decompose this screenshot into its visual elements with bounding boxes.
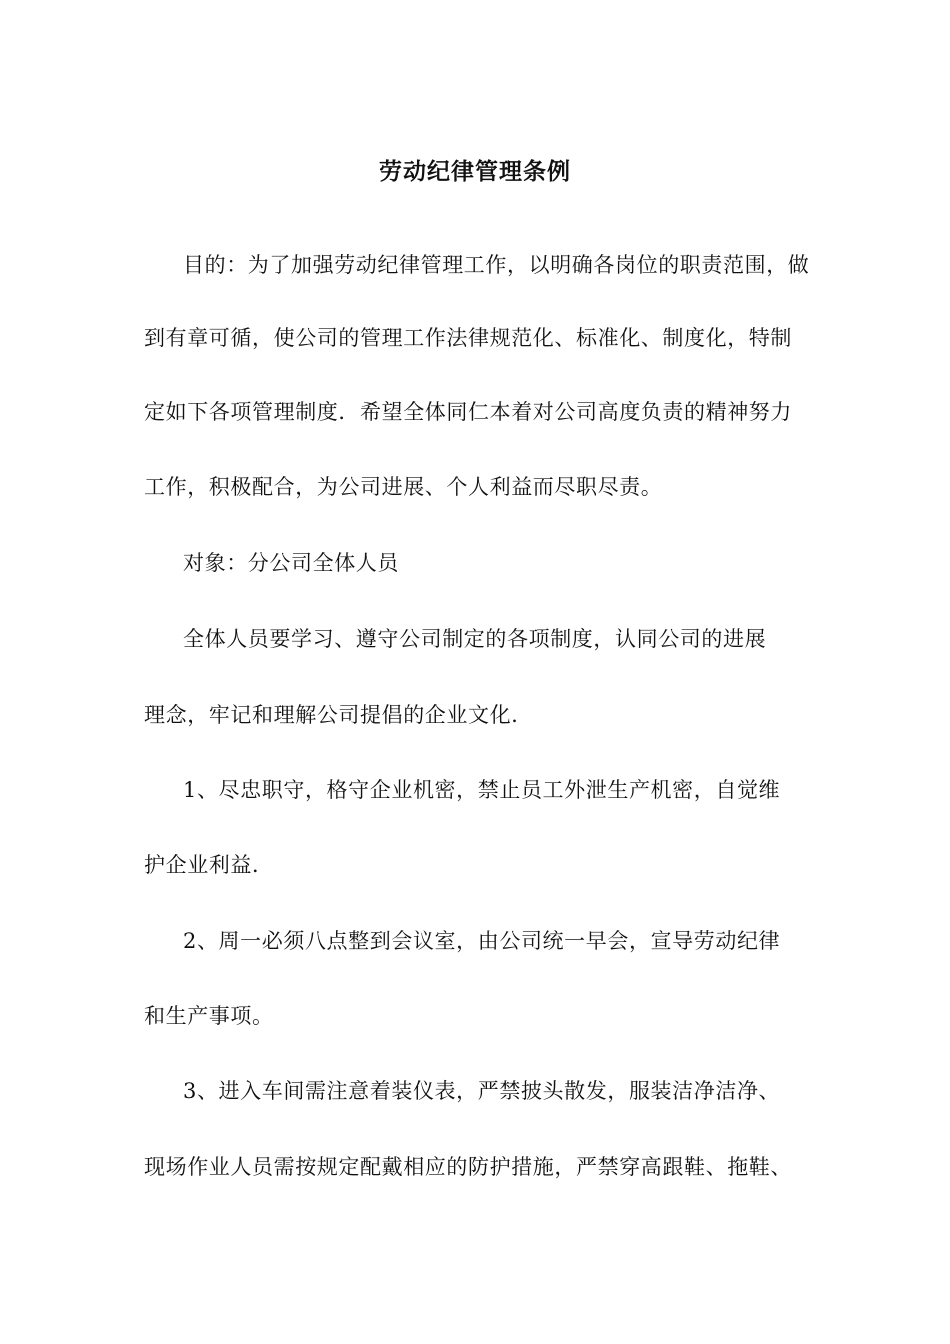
paragraph-line-8: 1、尽忠职守，格守企业机密，禁止员工外泄生产机密，自觉维 [183,778,781,802]
paragraph-line-13: 现场作业人员需按规定配戴相应的防护措施，严禁穿高跟鞋、拖鞋、 [144,1155,792,1179]
document-title: 劳动纪律管理条例 [379,158,571,185]
paragraph-line-10: 2、周一必须八点整到会议室，由公司统一早会，宣导劳动纪律 [183,929,781,953]
paragraph-line-9: 护企业利益． [144,853,274,877]
paragraph-line-3: 定如下各项管理制度．希望全体同仁本着对公司高度负责的精神努力 [144,400,792,424]
paragraph-line-7: 理念，牢记和理解公司提倡的企业文化． [144,703,533,727]
paragraph-line-2: 到有章可循，使公司的管理工作法律规范化、标准化、制度化，特制 [144,326,792,350]
paragraph-line-12: 3、进入车间需注意着装仪表，严禁披头散发，服装洁净洁净、 [183,1079,781,1103]
paragraph-line-4: 工作，积极配合，为公司进展、个人利益而尽职尽责。 [144,475,663,499]
paragraph-line-1: 目的：为了加强劳动纪律管理工作，以明确各岗位的职责范围，做 [183,253,810,277]
paragraph-line-5: 对象：分公司全体人员 [183,551,399,575]
paragraph-line-11: 和生产事项。 [144,1004,274,1028]
paragraph-line-6: 全体人员要学习、遵守公司制定的各项制度，认同公司的进展 [183,627,767,651]
